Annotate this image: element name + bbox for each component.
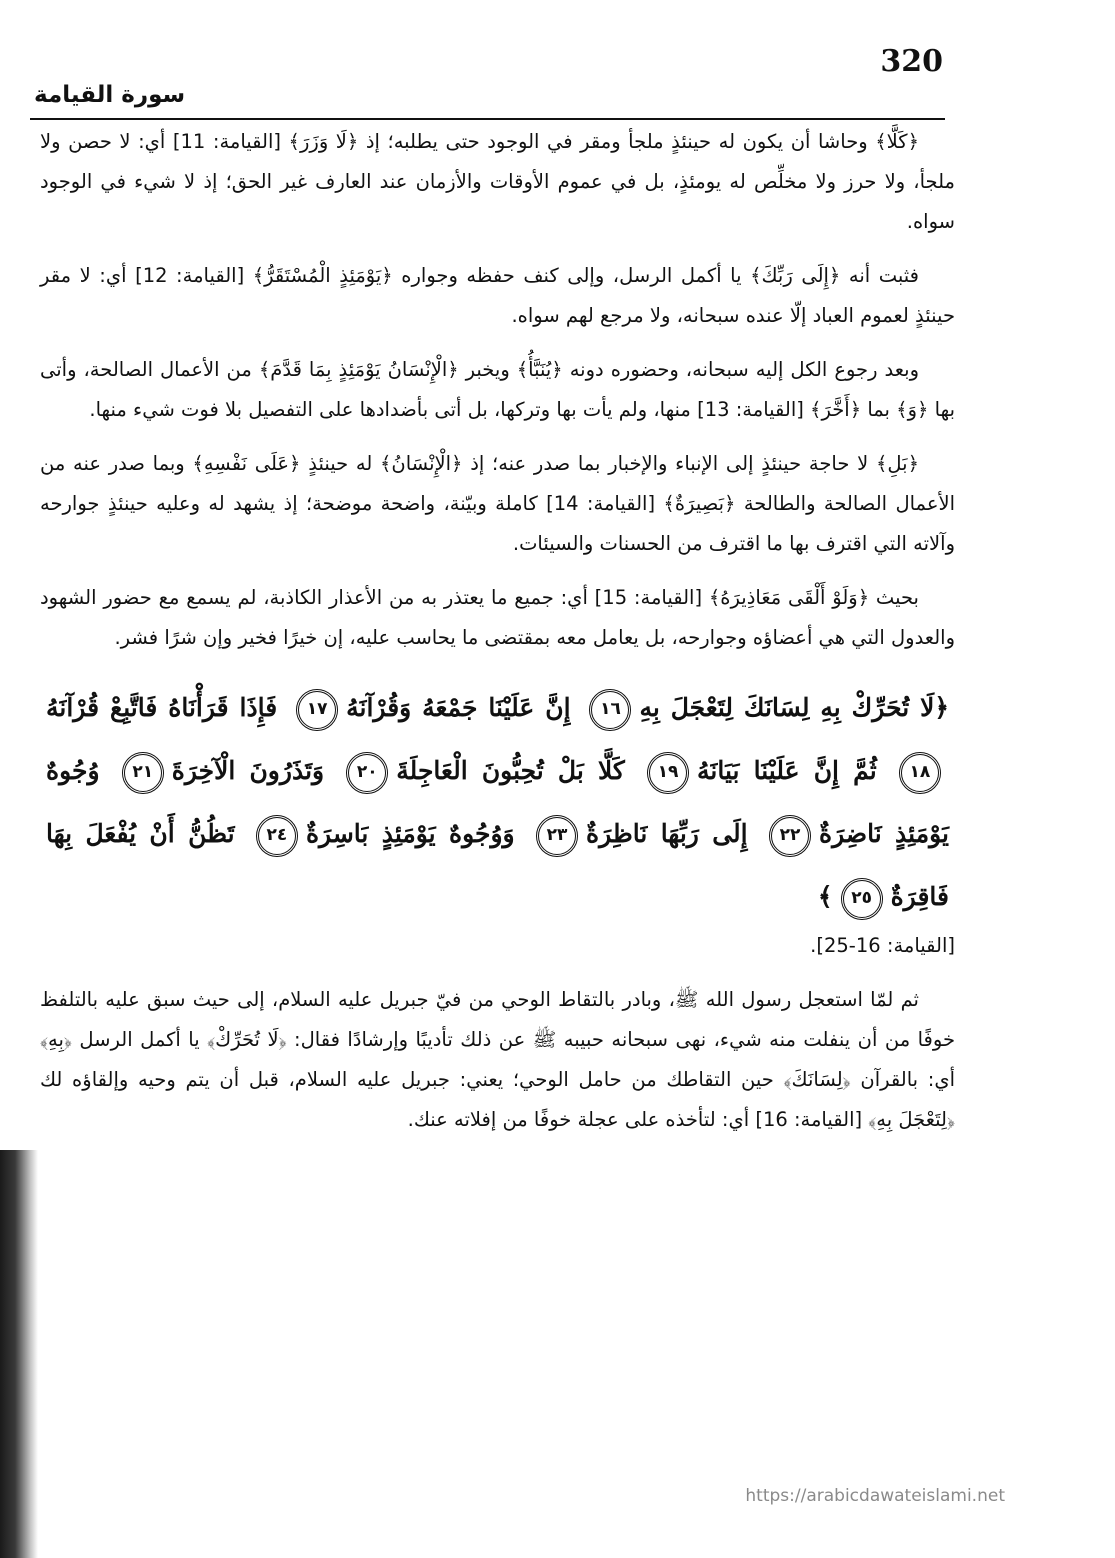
- verse-number-marker-25: ٢٥: [841, 878, 883, 920]
- verse-text-16: ﴿لَا تُحَرِّكْ بِهِ لِسَانَكَ لِتَعْجَلَ بِهِ: [639, 693, 949, 722]
- paragraph-verse-13: وبعد رجوع الكل إليه سبحانه، وحضوره دونه ﴿يُنَبَّأُ﴾ ويخبر ﴿الْإِنْسَانُ يَوْمَئِذٍ بِمَا قَدَّمَ﴾ من الأعمال الصالحة، وأتى بها ﴿وَ﴾ بما ﴿أَخَّرَ﴾ [القيامة: 13] منها، ولم يأت بها وتركها، بل أتى بأضدادها على التفصيل بلا فوت شيء منها.: [40, 358, 955, 421]
- verse-number-marker-24: ٢٤: [256, 815, 298, 857]
- verse-text-20: كَلَّا بَلْ تُحِبُّونَ الْعَاجِلَةَ: [396, 756, 625, 785]
- page-body: [40, 122, 955, 1154]
- verse-number-marker-16: ١٦: [589, 689, 631, 731]
- verse-number-marker-17: ١٧: [296, 689, 338, 731]
- source-watermark: https://arabicdawateislami.net: [745, 1486, 1005, 1506]
- verse-text-25: تَظُنُّ أَنْ يُفْعَلَ بِهَا فَاقِرَةٌ: [46, 819, 949, 911]
- quran-verse-block: [40, 676, 955, 928]
- verse-number-marker-18: ١٨: [899, 752, 941, 794]
- paragraph-verse-11: ﴿كَلَّا﴾ وحاشا أن يكون له حينئذٍ ملجأ ومقر في الوجود حتى يطلبه؛ إذ ﴿لَا وَزَرَ﴾ [القيامة: 11] أي: لا حصن ولا ملجأ، ولا حرز ولا مخلِّص له يومئذٍ، بل في عموم الأوقات والأزمان عند العارف غير الحق؛ إذ لا شيء في الوجود سواه.: [40, 130, 955, 233]
- verse-number-marker-21: ٢١: [122, 752, 164, 794]
- verse-text-19: ثُمَّ إِنَّ عَلَيْنَا بَيَانَهُ: [696, 756, 877, 785]
- verse-number-marker-19: ١٩: [647, 752, 689, 794]
- page-number: 320: [880, 44, 943, 79]
- verse-text-23: إِلَى رَبِّهَا نَاظِرَةٌ: [585, 819, 748, 848]
- paragraph-verse-15: بحيث ﴿وَلَوْ أَلْقَى مَعَاذِيرَهُ﴾ [القيامة: 15] أي: جميع ما يعتذر به من الأعذار الكاذبة، لم يسمع مع حضور الشهود والعدول التي هي أعضاؤه وجوارحه، بل يعامل معه بمقتضى ما يحاسب عليه، إن خيرًا فخير وإن شرًا فشر.: [40, 586, 955, 649]
- verse-reference: [القيامة: 16-25].: [810, 934, 955, 957]
- surah-header-title: سورة القيامة: [34, 82, 186, 108]
- verse-number-marker-22: ٢٢: [769, 815, 811, 857]
- paragraph-verse-14: ﴿بَلِ﴾ لا حاجة حينئذٍ إلى الإنباء والإخبار بما صدر عنه؛ إذ ﴿الْإِنْسَانُ﴾ له حينئذٍ ﴿عَلَى نَفْسِهِ﴾ وبما صدر عنه من الأعمال الصالحة والطالحة ﴿بَصِيرَةٌ﴾ [القيامة: 14] كاملة وبيّنة، واضحة موضحة؛ إذ يشهد له وعليه حينئذٍ جوارحه وآلاته التي اقترف بها ما اقترف من الحسنات والسيئات.: [40, 452, 955, 555]
- verse-text-22: وُجُوهٌ يَوْمَئِذٍ نَاضِرَةٌ: [46, 756, 949, 848]
- verse-text-24: وَوُجُوهٌ يَوْمَئِذٍ بَاسِرَةٌ: [305, 819, 515, 848]
- verse-number-marker-20: ٢٠: [346, 752, 388, 794]
- header-divider: [30, 118, 945, 120]
- paragraph-verse-12: فثبت أنه ﴿إِلَى رَبِّكَ﴾ يا أكمل الرسل، وإلى كنف حفظه وجواره ﴿يَوْمَئِذٍ الْمُسْتَقَرُّ﴾ [القيامة: 12] أي: لا مقر حينئذٍ لعموم العباد إلّا عنده سبحانه، ولا مرجع لهم سواه.: [40, 264, 955, 327]
- verse-text-17: إِنَّ عَلَيْنَا جَمْعَهُ وَقُرْآنَهُ: [346, 693, 571, 722]
- verse-text-18: فَإِذَا قَرَأْنَاهُ فَاتَّبِعْ قُرْآنَهُ: [46, 693, 278, 722]
- verse-text-21: وَتَذَرُونَ الْآخِرَةَ: [171, 756, 325, 785]
- verse-close-bracket: ﴾: [817, 882, 833, 911]
- scan-shadow-edge: [0, 1150, 38, 1558]
- paragraph-closing: ثم لمّا استعجل رسول الله ﷺ، وبادر بالتقاط الوحي من فيّ جبريل عليه السلام، إلى حيث سبق عليه بالتلفظ خوفًا من أن ينفلت منه شيء، نهى سبحانه حبيبه ﷺ عن ذلك تأديبًا وإرشادًا فقال: ﴿لَا تُحَرِّكْ﴾ يا أكمل الرسل ﴿بِهِ﴾ أي: بالقرآن ﴿لِسَانَكَ﴾ حين التقاطك من حامل الوحي؛ يعني: جبريل عليه السلام، قبل أن يتم وحيه وإلقاؤه لك ﴿لِتَعْجَلَ بِهِ﴾ [القيامة: 16] أي: لتأخذه على عجلة خوفًا من إفلاته عنك.: [40, 988, 955, 1131]
- verse-number-marker-23: ٢٣: [536, 815, 578, 857]
